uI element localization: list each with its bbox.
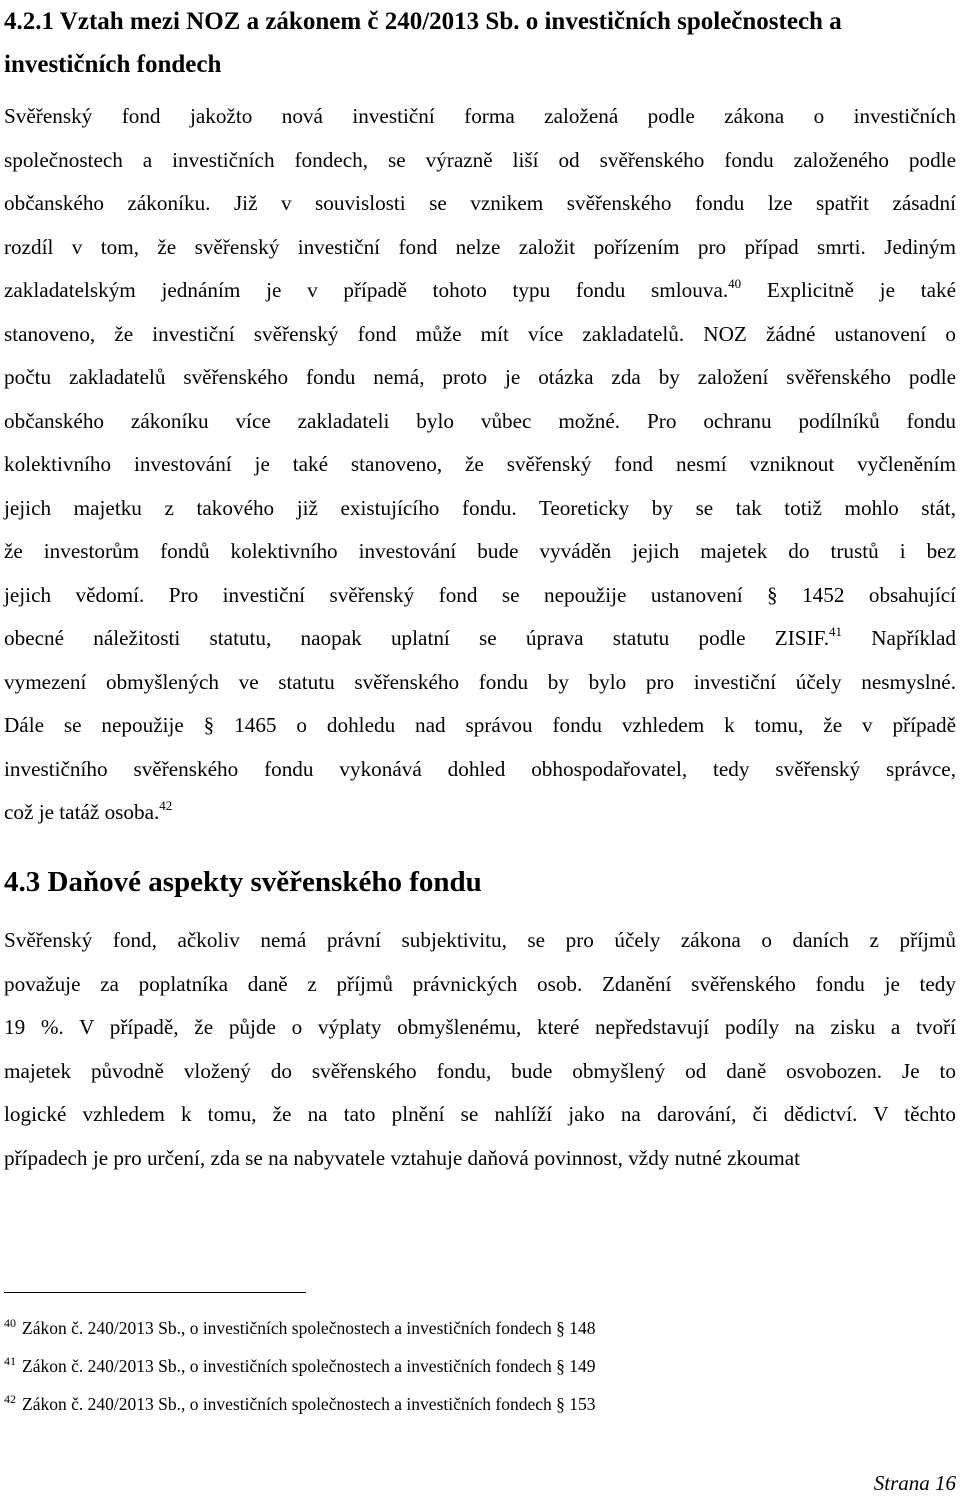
text-line: počtu zakladatelů svěřenského fondu nemá, proto je otázka zda by založení svěřenského podle	[4, 365, 956, 389]
text-line: Svěřenský fond, ačkoliv nemá právní subjektivitu, se pro účely zákona o daních z příjmů	[4, 928, 956, 952]
footnote-text: Zákon č. 240/2013 Sb., o investičních společnostech a investičních fondech § 148	[22, 1318, 596, 1338]
text-line: Dále se nepoužije § 1465 o dohledu nad správou fondu vzhledem k tomu, že v případě	[4, 713, 956, 737]
text-line: občanského zákoníku více zakladateli bylo vůbec možné. Pro ochranu podílníků fondu	[4, 408, 956, 433]
text-line: že investorům fondů kolektivního investování bude vyváděn jejich majetek do trustů i bez	[4, 539, 956, 563]
footnote-41	[4, 1354, 595, 1378]
footnote-reference[interactable]: 40	[728, 276, 742, 291]
section-heading-4-2-1: 4.2.1 Vztah mezi NOZ a zákonem č 240/2013 Sb. o investičních společnostech a investičních fondech	[4, 8, 842, 78]
paragraph-tax-aspects	[4, 919, 956, 1180]
line-text: obecné náležitosti statutu, naopak uplatní se úprava statutu podle ZISIF.	[4, 626, 830, 650]
section-heading-4-3: 4.3 Daňové aspekty svěřenského fondu	[4, 866, 482, 898]
footnote-number: 41	[4, 1354, 16, 1368]
text-line: majetek původně vložený do svěřenského fondu, bude obmyšlený od daně osvobozen. Je to	[4, 1058, 956, 1083]
text-line: občanského zákoníku. Již v souvislosti se vznikem svěřenského fondu lze spatřit zásadní	[4, 191, 956, 215]
page-number: Strana 16	[873, 1471, 956, 1495]
line-text: Explicitně je také	[741, 278, 956, 302]
text-line	[4, 269, 956, 313]
text-line	[4, 617, 956, 661]
line-text: Například	[842, 626, 956, 650]
footnote-number: 42	[4, 1392, 16, 1406]
text-line: Svěřenský fond jakožto nová investiční forma založená podle zákona o investičních	[4, 104, 956, 128]
footnote-reference[interactable]: 41	[829, 624, 843, 639]
text-line: případech je pro určení, zda se na nabyvatele vztahuje daňová povinnost, vždy nutné zkoumat	[4, 1145, 801, 1170]
text-line: společnostech a investičních fondech, se výrazně liší od svěřenského fondu založeného podle	[4, 147, 956, 172]
text-line: stanoveno, že investiční svěřenský fond může mít více zakladatelů. NOZ žádné ustanovení o	[4, 321, 956, 346]
text-line: jejich vědomí. Pro investiční svěřenský fond se nepoužije ustanovení § 1452 obsahující	[4, 582, 956, 607]
footnote-40	[4, 1316, 595, 1340]
text-line	[4, 791, 956, 835]
text-line: investičního svěřenského fondu vykonává dohled obhospodařovatel, tedy svěřenský správce,	[4, 756, 956, 781]
footnote-number: 40	[4, 1316, 16, 1330]
footnote-text: Zákon č. 240/2013 Sb., o investičních společnostech a investičních fondech § 153	[22, 1394, 596, 1414]
footnote-42	[4, 1392, 595, 1416]
footnote-text: Zákon č. 240/2013 Sb., o investičních společnostech a investičních fondech § 149	[22, 1356, 596, 1376]
text-line: považuje za poplatníka daně z příjmů právnických osob. Zdanění svěřenského fondu je tedy	[4, 971, 956, 996]
line-text: zakladatelským jednáním je v případě tohoto typu fondu smlouva.	[4, 278, 729, 302]
text-line: 19 %. V případě, že půjde o výplaty obmyšlenému, které nepředstavují podíly na zisku a tvoří	[4, 1015, 956, 1039]
footnote-reference[interactable]: 42	[159, 798, 173, 813]
text-line: jejich majetku z takového již existujícího fondu. Teoreticky by se tak totiž mohlo stát,	[4, 495, 956, 520]
line-text: což je tatáž osoba.	[4, 800, 160, 824]
text-line: kolektivního investování je také stanoveno, že svěřenský fond nesmí vzniknout vyčleněním	[4, 452, 956, 476]
footnote-separator	[4, 1292, 306, 1293]
text-line: rozdíl v tom, že svěřenský investiční fond nelze založit pořízením pro případ smrti. Jediným	[4, 234, 956, 259]
paragraph-nature-of-investment-trust	[4, 95, 956, 835]
text-line: logické vzhledem k tomu, že na tato plnění se nahlíží jako na darování, či dědictví. V těchto	[4, 1102, 956, 1126]
text-line: vymezení obmyšlených ve statutu svěřenského fondu by bylo pro investiční účely nesmyslné.	[4, 669, 956, 694]
